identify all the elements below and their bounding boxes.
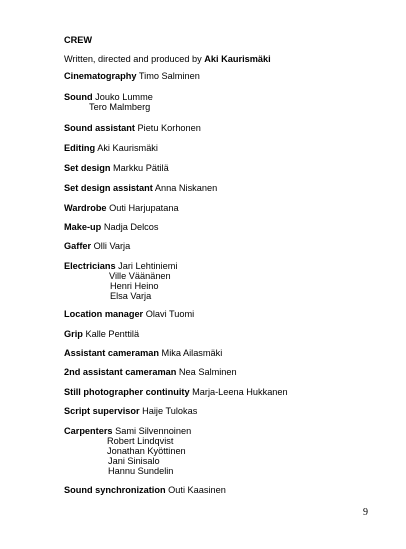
credit-role: 2nd assistant cameraman <box>64 367 177 377</box>
credit-role: Set design assistant <box>64 183 153 193</box>
credit-name: Outi Harjupatana <box>109 203 179 213</box>
credit-gaffer <box>64 241 130 252</box>
credit-name: Aki Kaurismäki <box>204 54 271 64</box>
credit-label: Written, directed and produced by <box>64 54 202 64</box>
credit-role: Script supervisor <box>64 406 140 416</box>
credit-electricians-name-4: Elsa Varja <box>110 291 152 301</box>
page-number: 9 <box>363 507 368 518</box>
credit-role: Electricians <box>64 261 116 271</box>
credit-name: Nea Salminen <box>178 367 237 377</box>
credit-cinematography <box>64 71 200 82</box>
credit-role: Set design <box>64 163 111 173</box>
credit-name: Jouko Lumme <box>95 92 153 102</box>
credit-name: Aki Kaurismäki <box>97 143 158 153</box>
credit-assistant-cameraman <box>64 348 222 359</box>
credit-grip <box>64 329 139 340</box>
credit-location-manager <box>64 309 194 320</box>
section-heading: CREW <box>64 35 93 45</box>
credit-role: Gaffer <box>64 241 92 251</box>
credit-electricians-name-2: Ville Väänänen <box>109 271 171 281</box>
credit-makeup <box>64 222 158 233</box>
credit-name: Markku Pätilä <box>113 163 169 173</box>
credit-name: Jari Lehtiniemi <box>118 261 178 271</box>
credit-role: Still photographer continuity <box>64 387 190 397</box>
credit-name: Sami Silvennoinen <box>115 426 192 436</box>
credit-sound-assistant <box>64 123 201 134</box>
credit-name: Mika Ailasmäki <box>161 348 223 358</box>
credit-role: Wardrobe <box>64 203 107 213</box>
credit-role: Make-up <box>64 222 102 232</box>
credit-name: Olli Varja <box>93 241 131 251</box>
credit-name: Marja-Leena Hukkanen <box>192 387 288 397</box>
credit-sound-synchronization <box>64 485 226 496</box>
credit-script-supervisor <box>64 406 197 417</box>
credit-name: Olavi Tuomi <box>145 309 195 319</box>
credit-role: Location manager <box>64 309 144 319</box>
credit-name: Anna Niskanen <box>154 183 218 193</box>
credit-still-photographer <box>64 387 288 398</box>
credit-set-design-assistant <box>64 183 217 194</box>
credit-carpenters-name-5: Hannu Sundelin <box>108 466 174 476</box>
credit-carpenters-name-4: Jani Sinisalo <box>108 456 160 466</box>
credit-role: Sound <box>64 92 93 102</box>
credit-set-design <box>64 163 169 174</box>
credit-written-by <box>64 54 271 65</box>
credit-editing <box>64 143 158 154</box>
credit-name: Haije Tulokas <box>142 406 198 416</box>
credit-wardrobe <box>64 203 179 214</box>
credit-carpenters-name-2: Robert Lindqvist <box>107 436 174 446</box>
credit-name: Pietu Korhonen <box>137 123 201 133</box>
credit-electricians-name-3: Henri Heino <box>110 281 159 291</box>
credit-second-assistant-cameraman <box>64 367 237 378</box>
credit-name: Timo Salminen <box>138 71 200 81</box>
credit-name: Outi Kaasinen <box>168 485 226 495</box>
credit-name: Nadja Delcos <box>103 222 159 232</box>
credit-role: Sound assistant <box>64 123 135 133</box>
credit-role: Assistant cameraman <box>64 348 159 358</box>
credit-role: Grip <box>64 329 83 339</box>
credit-role: Carpenters <box>64 426 113 436</box>
credit-sound-name-2: Tero Malmberg <box>89 102 151 112</box>
credit-carpenters-name-3: Jonathan Kyöttinen <box>107 446 186 456</box>
credit-role: Sound synchronization <box>64 485 166 495</box>
credit-name: Kalle Penttilä <box>85 329 140 339</box>
credit-role: Editing <box>64 143 96 153</box>
credit-role: Cinematography <box>64 71 137 81</box>
